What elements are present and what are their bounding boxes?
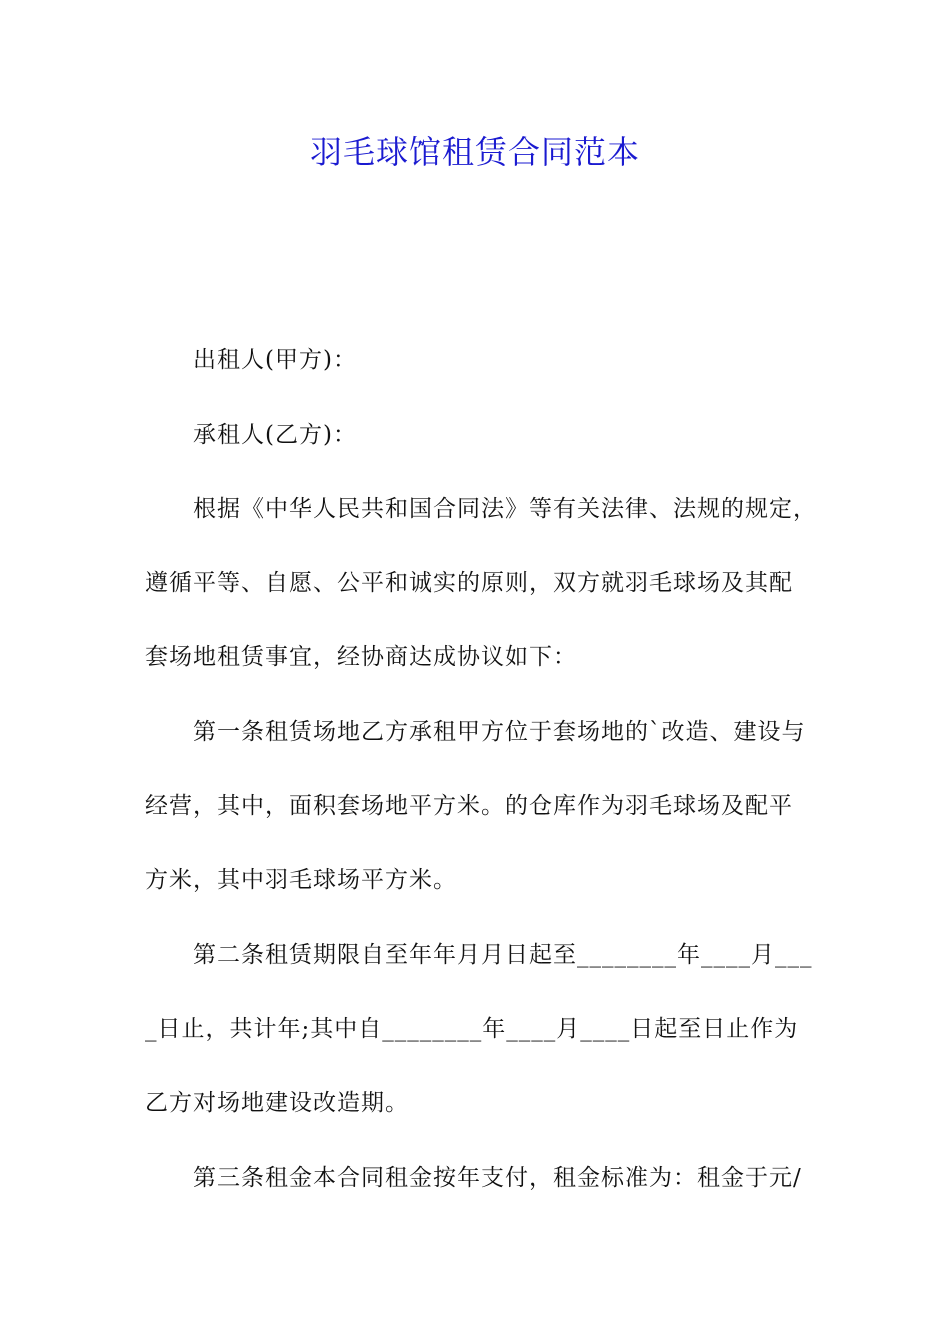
article-1-line-2: 经营，其中，面积套场地平方米。的仓库作为羽毛球场及配平 [145, 793, 793, 819]
article-1-line-1: 第一条租赁场地乙方承租甲方位于套场地的`改造、建设与 [193, 719, 806, 745]
article-2-line-2: _日止，共计年;其中自________年____月____日起至日止作为 [145, 1016, 799, 1042]
lessor-line: 出租人(甲方)： [193, 347, 357, 373]
preamble-line-1: 根据《中华人民共和国合同法》等有关法律、法规的规定， [193, 496, 817, 522]
preamble-line-2: 遵循平等、自愿、公平和诚实的原则，双方就羽毛球场及其配 [145, 570, 793, 596]
article-3-line-1: 第三条租金本合同租金按年支付，租金标准为：租金于元/ [193, 1165, 802, 1191]
article-2-line-1: 第二条租赁期限自至年年月月日起至________年____月___ [193, 942, 813, 968]
lessee-line: 承租人(乙方)： [193, 422, 357, 448]
document-title: 羽毛球馆租赁合同范本 [309, 133, 640, 171]
article-2-line-3: 乙方对场地建设改造期。 [145, 1090, 409, 1116]
article-1-line-3: 方米，其中羽毛球场平方米。 [145, 867, 457, 893]
preamble-line-3: 套场地租赁事宜，经协商达成协议如下： [145, 644, 577, 670]
